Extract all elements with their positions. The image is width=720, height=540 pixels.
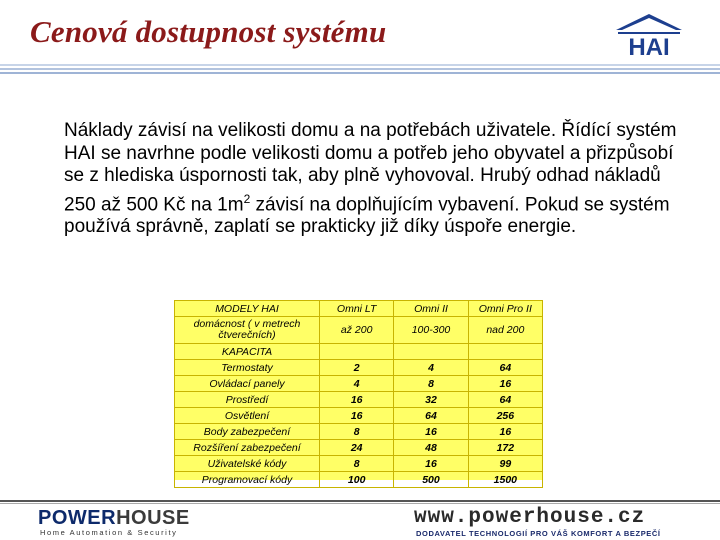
table-row	[175, 440, 543, 456]
table-cell: 48	[394, 440, 468, 456]
table-cell: 2	[320, 360, 394, 376]
table-cell: 16	[394, 456, 468, 472]
table-cell: až 200	[320, 317, 394, 344]
paragraph-text: Náklady závisí na velikosti domu a na potřebách uživatele. Řídící systém HAI se navrhne podle velikosti domu a potřeb jeho obyvatel a přizpůsobí se z hlediska úspornosti tak, aby plně vyhovoval. Hrubý odhad nákladů 250 až 500 Kč na 1m	[64, 120, 677, 215]
description-paragraph	[64, 120, 694, 239]
table-header-cell: MODELY HAI	[175, 301, 320, 317]
table-cell: 64	[468, 392, 542, 408]
row-label: Programovací kódy	[175, 472, 320, 488]
table-cell	[468, 344, 542, 360]
table-cell: 64	[468, 360, 542, 376]
hai-logo-text: HAI	[628, 34, 670, 58]
table-cell: 64	[394, 408, 468, 424]
row-label: Ovládací panely	[175, 376, 320, 392]
row-label: Osvětlení	[175, 408, 320, 424]
row-label: Termostaty	[175, 360, 320, 376]
models-table	[174, 300, 543, 486]
table-row	[175, 392, 543, 408]
table-row	[175, 344, 543, 360]
footer-divider	[0, 500, 720, 502]
row-label: Rozšíření zabezpečení	[175, 440, 320, 456]
table-cell: 16	[320, 392, 394, 408]
table-cell	[320, 344, 394, 360]
table-cell: 8	[394, 376, 468, 392]
slide-title: Cenová dostupnost systému	[30, 14, 387, 49]
row-label: Body zabezpečení	[175, 424, 320, 440]
table-cell: 8	[320, 456, 394, 472]
row-label: Uživatelské kódy	[175, 456, 320, 472]
table-cell: 99	[468, 456, 542, 472]
row-label: Prostředí	[175, 392, 320, 408]
table-cell	[394, 344, 468, 360]
table-cell: 16	[468, 376, 542, 392]
paragraph-end: závisí na doplňujícím vybavení. Pokud se systém používá správně, zaplatí se prakticky již díky úspoře energie.	[64, 193, 670, 238]
website-link[interactable]: www.powerhouse.cz	[414, 506, 646, 529]
header-divider	[0, 64, 720, 76]
hai-logo-icon	[606, 12, 692, 58]
brand-power: POWER	[38, 507, 117, 529]
table-cell: 100-300	[394, 317, 468, 344]
table-header-row	[175, 301, 543, 317]
brand-subtitle: Home Automation & Security	[40, 528, 178, 537]
table-cell: 1500	[468, 472, 542, 488]
superscript: 2	[243, 191, 251, 206]
table-header-cell: Omni LT	[320, 301, 394, 317]
table-cell: 100	[320, 472, 394, 488]
table-cell: 8	[320, 424, 394, 440]
table-row	[175, 317, 543, 344]
table-row	[175, 408, 543, 424]
table-cell: 4	[320, 376, 394, 392]
table-cell: 256	[468, 408, 542, 424]
table-row	[175, 472, 543, 488]
row-label: KAPACITA	[175, 344, 320, 360]
table-row	[175, 376, 543, 392]
table-cell: 172	[468, 440, 542, 456]
powerhouse-logo	[38, 508, 190, 528]
table-header-cell: Omni II	[394, 301, 468, 317]
footer-divider-thin	[0, 503, 720, 504]
table-row	[175, 360, 543, 376]
table-cell: 24	[320, 440, 394, 456]
row-label: domácnost ( v metrech čtverečních)	[175, 317, 320, 344]
table-cell: 16	[468, 424, 542, 440]
table-cell: 16	[320, 408, 394, 424]
table-row	[175, 424, 543, 440]
table-cell: 16	[394, 424, 468, 440]
table-cell: 500	[394, 472, 468, 488]
table-cell: nad 200	[468, 317, 542, 344]
table-header-cell: Omni Pro II	[468, 301, 542, 317]
table-row	[175, 456, 543, 472]
table-cell: 32	[394, 392, 468, 408]
footer-tagline: DODAVATEL TECHNOLOGIÍ PRO VÁŠ KOMFORT A BEZPEČÍ	[416, 529, 661, 538]
brand-house: HOUSE	[116, 507, 190, 529]
table-cell: 4	[394, 360, 468, 376]
